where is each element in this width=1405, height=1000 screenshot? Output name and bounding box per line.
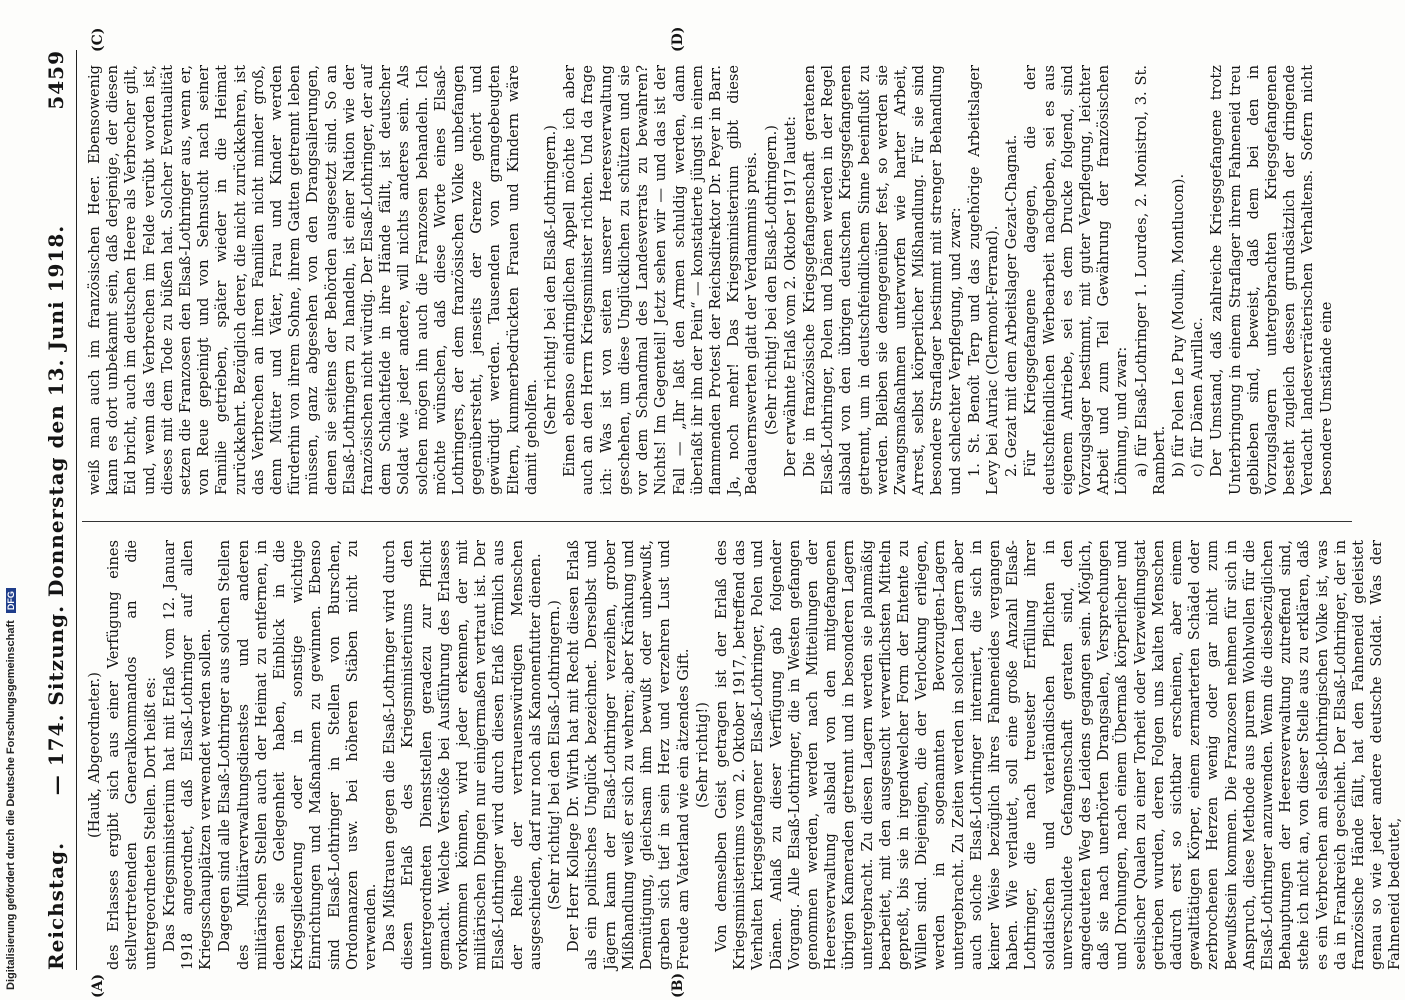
paragraph: Der Herr Kollege Dr. Wirth hat mit Recht diesen Erlaß als ein politisches Unglück bezeichnet. Derselbst und Jägern kann der Elsaß-Lothringer verzeihen, grober Mißhandlung weiß er sich zu wehren; aber Kränkung und Demütigung, gleichsam ihm bewußt oder unbewußt, graben sich tief in sein Herz und verzehren Lust und Freude am Vaterland wie ein ätzendes Gift.: [565, 540, 692, 970]
column-divider: [82, 521, 1352, 522]
page-body: [30, 20, 1404, 1000]
paragraph: Dagegen sind alle Elsaß-Lothringer aus solchen Stellen des Militärverwaltungsdienstes und anderen militärischen Stellen auch der Heimat zu entfernen, in denen sie Gelegenheit haben, Einblick in die Kriegsgliederung oder in sonstige wichtige Einrichtungen und Maßnahmen zu gewinnen. Ebenso sind Elsaß-Lothringer in Stellen von Burschen, Ordonnanzen usw. bei höheren Stäben nicht zu verwenden.: [216, 540, 380, 970]
dfg-logo: DFG: [6, 588, 16, 613]
paragraph: (Hauk, Abgeordneter.): [86, 672, 103, 838]
paragraph: (Sehr richtig!): [693, 702, 711, 808]
paragraph: (Sehr richtig! bei den Elsaß-Lothringern.): [546, 600, 564, 910]
paragraph: (Sehr richtig! bei den Elsaß-Lothringern.): [542, 125, 560, 435]
paragraph: 2. Gezat mit dem Arbeitslager Gezat-Chagnat.: [1003, 134, 1021, 477]
paragraph: Einen ebenso eindringlichen Appell möchte ich aber auch an den Herrn Kriegsminister richten. Und da frage ich: Was ist von seiten unserer Heeresverwaltung geschehen, um diese Unglücklichen zu schützen und sie vor dem Schandmal des Landesverrats zu bewahren? Nichts! Im Gegenteil! Jetzt sehen wir — und das ist der Fall — „Ihr laßt den Armen schuldig werden, dann überlaßt ihr ihn der Pein“ — konstatierte jüngst in einem flammenden Protest der Reichsdirektor Dr. Peyer in Barr. Ja, noch mehr! Das Kriegsministerium gibt diese Bedauernswerten glatt der Verdammnis preis.: [561, 65, 761, 495]
paragraph: Das Kriegsministerium hat mit Erlaß vom 12. Januar 1918 angeordnet, daß Elsaß-Lothringer auf allen Kriegsschauplätzen verwendet werden sollen.: [160, 540, 215, 970]
paragraph: Für Kriegsgefangene dagegen, die der deutschfeindlichen Werbearbeit nachgeben, sei es aus eigenem Antriebe, sei es dem Drucke folgend, sind Vorzugslager bestimmt, mit guter Verpflegung, leichter Arbeit und zum Teil Gewährung der französischen Löhnung, und zwar:: [1022, 65, 1131, 495]
margin-marker-a: (A): [90, 973, 106, 998]
paragraph: c) für Dänen Aurillac.: [1189, 317, 1207, 477]
rotated-page-sheet: [30, 20, 1404, 1000]
page-header: [36, 50, 77, 970]
margin-marker-b: (B): [670, 972, 686, 998]
right-column: [86, 65, 1356, 495]
page-number: 5459: [44, 50, 68, 110]
header-title: — 174. Sitzung. Donnerstag den 13. Juni 1918.: [44, 224, 68, 796]
paragraph: b) für Polen Le Puy (Moulin, Montlucon).: [1169, 173, 1187, 477]
margin-marker-c: (C): [90, 27, 106, 52]
paragraph: a) für Elsaß-Lothringer 1. Lourdes, 2. Monistrol, 3. St. Rambert.: [1132, 65, 1168, 495]
paragraph: weiß man auch im französischen Heer. Ebensowenig kann es dort unbekannt sein, daß derjenige, der diesen Eid bricht, auch im deutschen Heere als Verbrecher gilt, und, wenn das Verbrechen im Felde verübt worden ist, dieses mit dem Tode zu büßen hat. Solcher Eventualität setzen die Franzosen den Elsaß-Lothringer aus, wenn er, von Reue gepeinigt und von Sehnsucht nach seiner Familie getrieben, später wieder in die Heimat zurückkehrt. Bezüglich derer, die nicht zurückkehren, ist das Verbrechen an ihren Familien nicht minder groß, denn Mütter und Väter, Frau und Kinder werden fürderhin von ihrem Sohne, ihrem Gatten getrennt leben müssen, ganz abgesehen von den Drangsalierungen, denen sie seitens der Behörden ausgesetzt sind. So an Elsaß-Lothringern zu handeln, ist einer Nation wie der französischen nicht würdig. Der Elsaß-Lothringer, der auf dem Schlachtfelde in ihre Hände fällt, ist deutscher Soldat wie jeder andere, will nichts anderes sein. Als solchen mögen ihn auch die Franzosen behandeln. Ich möchte wünschen, daß diese Worte eines Elsaß-Lothringers, der dem französischen Volke unbefangen gegenübersteht, jenseits der Grenze gehört und gewürdigt werden. Tausenden von gramgebeugten Eltern, kummerbedrückten Frauen und Kindern wäre damit geholfen.: [86, 65, 540, 495]
paragraph: Das Mißtrauen gegen die Elsaß-Lothringer wird durch diesen Erlaß des Kriegsministeriums den untergeordneten Dienststellen geradezu zur Pflicht gemacht. Welche Verstöße bei Ausführung des Erlasses vorkommen können, wird jeder erkennen, der mit militärischen Dingen nur einigermaßen vertraut ist. Der Elsaß-Lothringer wird durch diesen Erlaß förmlich aus der Reihe der vertrauenswürdigen Menschen ausgeschieden, darf nur noch als Kanonenfutter dienen.: [381, 540, 544, 970]
paragraph: Der erwähnte Erlaß vom 2. Oktober 1917 lautet:: [781, 115, 799, 477]
paragraph: 1. St. Benoît Terp und das zugehörige Arbeitslager Levy bei Auriac (Clermont-Ferrand).: [965, 65, 1001, 495]
digitization-text: Digitalisierung gefördert durch die Deutsche Forschungsgemeinschaft: [5, 620, 17, 990]
paragraph: Der Umstand, daß zahlreiche Kriegsgefangene trotz Unterbringung in einem Straflager ihrem Fahneneid treu geblieben sind, beweist, daß dem bei den in Vorzugslagern untergebrachten Kriegsgefangenen besteht zugleich dessen grundsätzlich der dringende Verdacht landesverräterischen Verhaltens. Sofern nicht besondere Umstände eine: [1208, 65, 1335, 495]
left-column: [86, 540, 1404, 970]
paragraph: Von demselben Geist getragen ist der Erlaß des Kriegsministeriums vom 2. Oktober 1917, betreffend das Verhalten kriegsgefangener Elsaß-Lothringer, Polen und Dänen. Anlaß zu dieser Verfügung gab folgender Vorgang. Alle Elsaß-Lothringer, die in Westen gefangen genommen werden, werden nach Mitteilungen der Heeresverwaltung alsbald von den mitgefangenen übrigen Kameraden getrennt und in besonderen Lagern untergebracht. Zu diesen Lagern werden sie planmäßig bearbeitet, mit den ausgesucht verwerflichsten Mitteln gepreßt, bis sie in irgendwelcher Form der Entente zu Willen sind. Diejenigen, die der Verlockung erliegen, werden in sogenannten Bevorzugten-Lagern untergebracht. Zu Zeiten werden in solchen Lagern aber auch solche Elsaß-Lothringer interniert, die sich in keiner Weise bezüglich ihres Fahneneides vergangen haben. Wie verlautet, soll eine große Anzahl Elsaß-Lothringer, die nach treuester Erfüllung ihrer soldatischen und vaterländischen Pflichten in unverschuldete Gefangenschaft geraten sind, den angedeuteten Weg des Leidens gegangen sein. Möglich, daß sie nach unerhörten Drangsalen, Versprechungen und Drohungen, nach einem Übermaß körperlicher und seelischer Qualen zu einer Torheit oder Verzweiflungstat getrieben wurden, deren Folgen uns kalten Menschen dadurch erst so sichtbar erscheinen, aber einem gewalttätigen Körper, einem zermarterten Schädel oder zerbrochenen Herzen wenig oder gar nicht zum Bewußtsein kommen. Die Franzosen nehmen für sich in Anspruch, diese Methode aus purem Wohlwollen für die Elsaß-Lothringer anzuwenden. Wenn die diesbezüglichen Behauptungen der Heeresverwaltung zutreffend sind, stehe ich nicht an, von dieser Stelle aus zu erklären, daß es ein Verbrechen am elsaß-lothringischen Volke ist, was da in Frankreich geschieht. Der Elsaß-Lothringer, der in französische Hände fällt, hat den Fahneneid geleistet genau so wie jeder andere deutsche Soldat. Was der Fahneneid bedeutet,: [712, 540, 1404, 970]
header-left: Reichstag.: [44, 841, 68, 970]
paragraph: (Sehr richtig! bei den Elsaß-Lothringern.): [762, 125, 780, 435]
paragraph: Die in französische Kriegsgefangenschaft geratenen Elsaß-Lothringer, Polen und Dänen werden in der Regel alsbald von den übrigen deutschen Kriegsgefangenen getrennt, um in deutschfeindlichem Sinne beeinflußt zu werden. Bleiben sie demgegenüber fest, so werden sie Zwangsmaßnahmen unterworfen wie harter Arbeit, Arrest, selbst körperlicher Mißhandlung. Für sie sind besondere Straflager bestimmt mit strenger Behandlung und schlechter Verpflegung, und zwar:: [800, 65, 964, 495]
margin-marker-d: (D): [670, 26, 686, 52]
paragraph: des Erlasses ergibt sich aus einer Verfügung eines stellvertretenden Generalkommandos an die untergeordneten Stellen. Dort heißt es:: [105, 540, 159, 970]
digitization-note: [2, 0, 22, 1000]
